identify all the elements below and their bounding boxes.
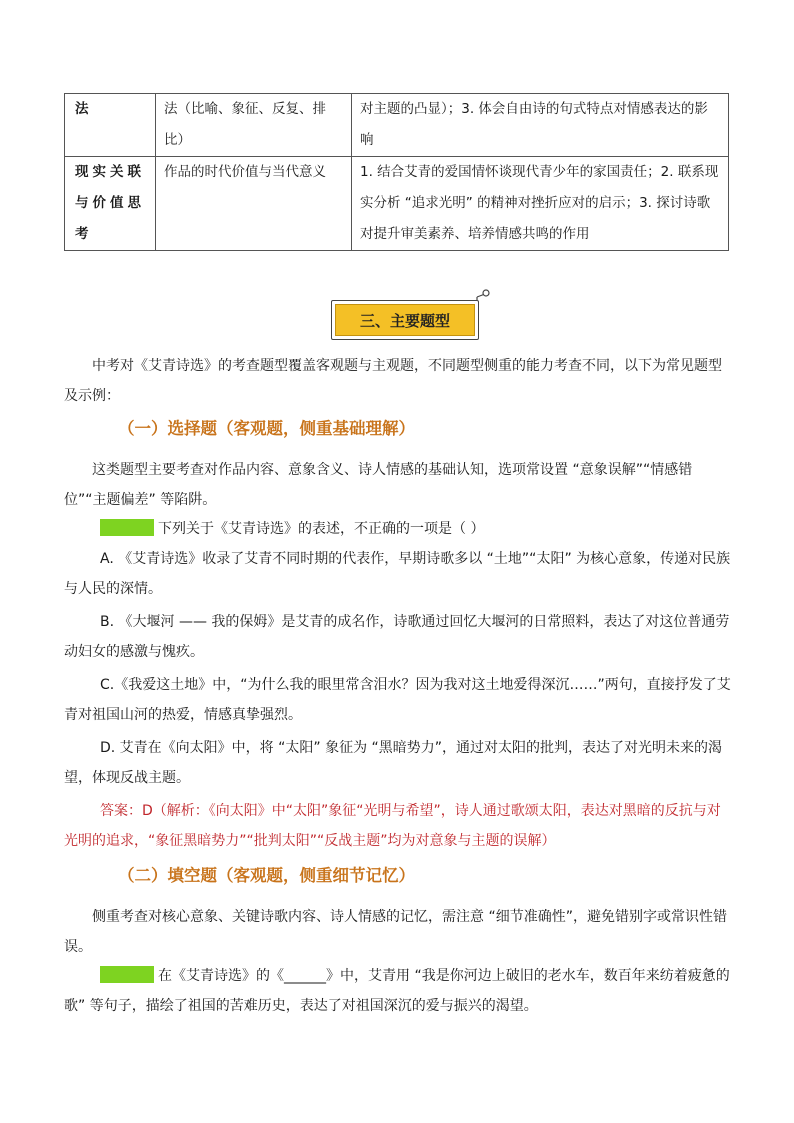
option-a: A. 《艾青诗选》收录了艾青不同时期的代表作，早期诗歌多以 “土地”“太阳” 为核心意象，传递对民族与人民的深情。 <box>64 551 731 597</box>
example-tag <box>100 966 154 983</box>
table-cell: 现实关联与价值思考 <box>65 157 156 251</box>
intro-paragraph: 中考对《艾青诗选》的考查题型覆盖客观题与主观题，不同题型侧重的能力考查不同，以下为常见题型及示例： <box>64 358 722 404</box>
table-row <box>65 94 729 157</box>
answer-text: 答案：D（解析：《向太阳》中“太阳”象征“光明与希望”，诗人通过歌颂太阳，表达对黑暗的反抗与对光明的追求，“象征黑暗势力”“批判太阳”“反战主题”均为对意象与主题的误解） <box>64 803 721 849</box>
part1-description: 这类题型主要考查对作品内容、意象含义、诗人情感的基础认知，选项常设置 “意象误解”“情感错位”“主题偏差” 等陷阱。 <box>64 462 693 508</box>
table-row <box>65 157 729 251</box>
table-cell: 法（比喻、象征、反复、排比） <box>156 94 352 157</box>
question-2 <box>64 961 734 1021</box>
question-1 <box>64 514 734 544</box>
option-b: B. 《大堰河 —— 我的保姆》是艾青的成名作，诗歌通过回忆大堰河的日常照料，表达了对这位普通劳动妇女的感激与愧疚。 <box>64 614 730 660</box>
section-title: 三、主要题型 <box>335 304 475 336</box>
part2-heading: （二）填空题（客观题，侧重细节记忆） <box>118 866 415 885</box>
question-text: 在《艾青诗选》的《______》中，艾青用 “我是你河边上破旧的老水车，数百年来纺着疲惫的歌” 等句子，描绘了祖国的苦难历史，表达了对祖国深沉的爱与振兴的渴望。 <box>64 968 730 1014</box>
rubric-table <box>64 93 729 251</box>
section-badge <box>331 300 479 340</box>
table-cell: 作品的时代价值与当代意义 <box>156 157 352 251</box>
option-c: C.《我爱这土地》中，“为什么我的眼里常含泪水？因为我对这土地爱得深沉……”两句，直接抒发了艾青对祖国山河的热爱，情感真挚强烈。 <box>64 677 731 723</box>
example-tag <box>100 519 154 536</box>
part2-description: 侧重考查对核心意象、关键诗歌内容、诗人情感的记忆，需注意 “细节准确性”，避免错别字或常识性错误。 <box>64 909 727 955</box>
part1-heading: （一）选择题（客观题，侧重基础理解） <box>118 419 415 438</box>
table-cell: 法 <box>65 94 156 157</box>
question-text: 下列关于《艾青诗选》的表述，不正确的一项是（ ） <box>158 521 485 537</box>
option-d: D. 艾青在《向太阳》中，将 “太阳” 象征为 “黑暗势力”，通过对太阳的批判，表达了对光明未来的渴望，体现反战主题。 <box>64 740 723 786</box>
table-cell: 对主题的凸显）；3. 体会自由诗的句式特点对情感表达的影响 <box>352 94 729 157</box>
table-cell: 1. 结合艾青的爱国情怀谈现代青少年的家国责任；2. 联系现实分析 “追求光明” 的精神对挫折应对的启示；3. 探讨诗歌对提升审美素养、培养情感共鸣的作用 <box>352 157 729 251</box>
